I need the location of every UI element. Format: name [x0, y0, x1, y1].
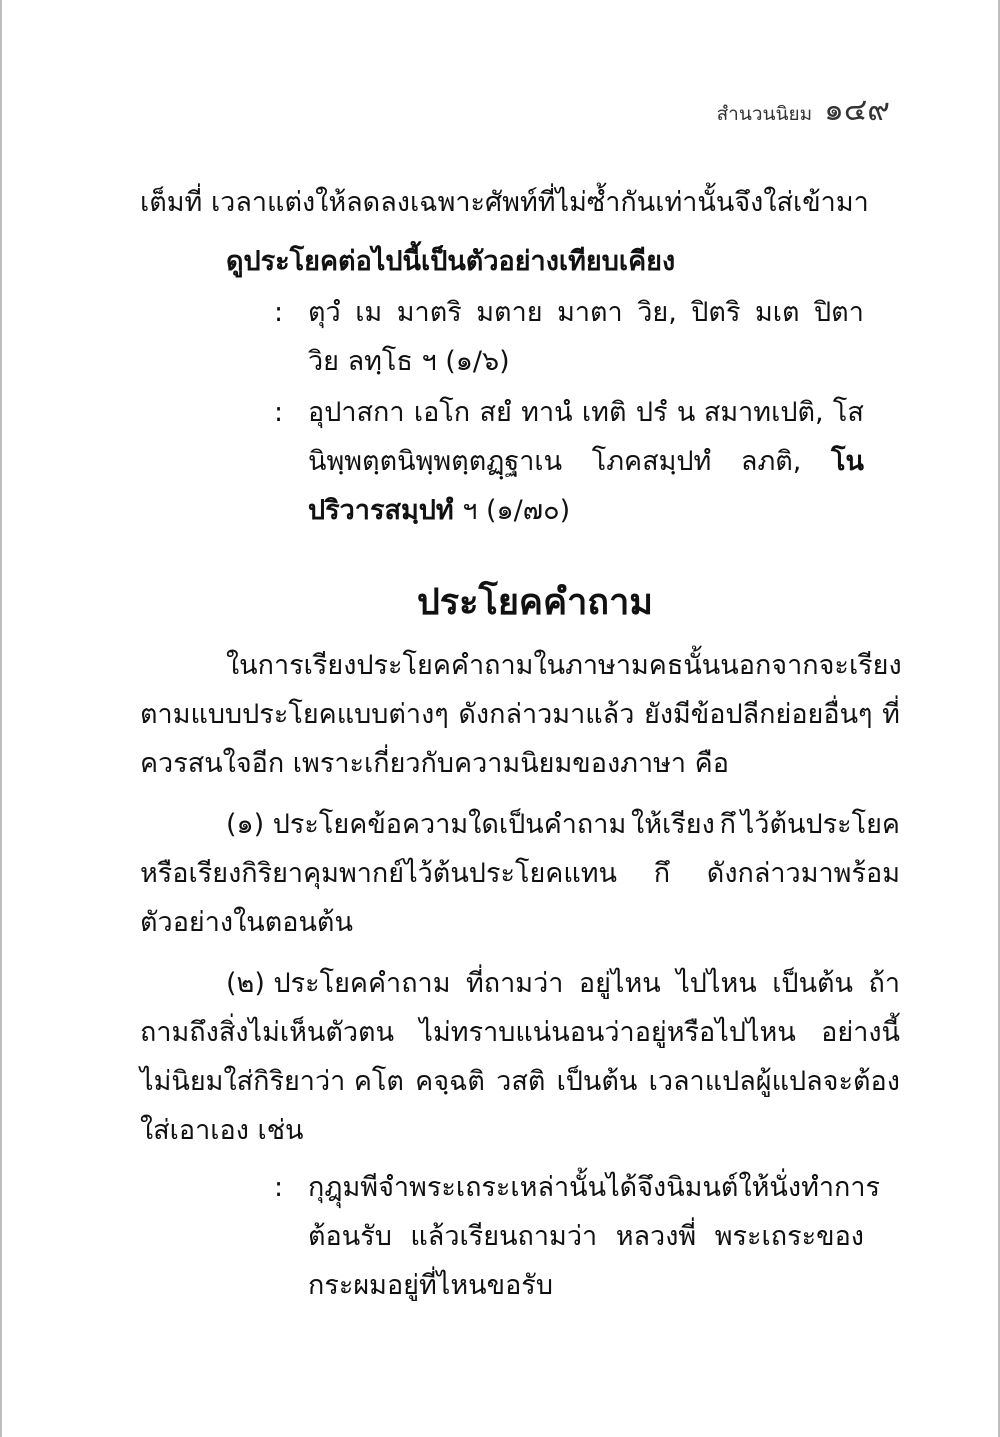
word: โส [832, 397, 864, 428]
paragraph-line [140, 641, 900, 690]
phrase: พระเถระของ [714, 1221, 864, 1252]
phrase: เป็นต้น [556, 1066, 638, 1097]
example-line [308, 388, 864, 437]
example-line [308, 1212, 864, 1261]
word: เทติ [581, 397, 627, 428]
phrase: ตามแบบประโยคแบบต่างๆ [140, 699, 449, 730]
word: โภคสมฺปทํ [591, 446, 712, 477]
phrase: คจฺฉติ [415, 1066, 485, 1097]
phrase: ทำการ [801, 1172, 881, 1203]
word: ลภติ, [740, 446, 802, 477]
word: ปรํ [635, 397, 668, 428]
example-line: กระผมอยู่ที่ไหนขอรับ [308, 1270, 553, 1301]
paragraph-line [140, 1057, 900, 1106]
example-line [308, 288, 864, 337]
example-line: วิย ลทฺโธ ฯ (๑/๖) [308, 346, 510, 377]
phrase: ในการเรียงประโยคคำถามในภาษามคธนั้น [226, 650, 721, 681]
phrase: ดังกล่าวมาพร้อม [706, 858, 900, 889]
example-line [308, 437, 864, 486]
example-block-2 [274, 388, 900, 535]
phrase: ถ้า [868, 968, 900, 999]
word: เม [355, 297, 383, 328]
phrase: วสติ [496, 1066, 546, 1097]
word: เอโก [413, 397, 471, 428]
example-line [308, 486, 864, 535]
word: วิย, [637, 297, 677, 328]
word: อุปาสกา [308, 397, 405, 428]
paragraph-line [140, 800, 900, 849]
phrase: ที่ถามว่า [465, 968, 564, 999]
phrase: ดังกล่าวมาแล้ว [458, 699, 635, 730]
intro-line: เต็มที่ เวลาแต่งให้ลดลงเฉพาะศัพท์ที่ไม่ซ้ำกันเท่านั้นจึงใส่เข้ามา [140, 187, 869, 218]
paragraph-line [140, 959, 900, 1008]
word: ทานํ [521, 397, 573, 428]
phrase: อย่างนี้ [821, 1017, 900, 1048]
example-colon: : [274, 1172, 284, 1203]
paragraph-line [140, 1008, 900, 1057]
phrase: กึ [653, 858, 671, 889]
paragraph-3 [140, 959, 900, 1155]
paragraph-line: ใส่เอาเอง เช่น [140, 1115, 304, 1146]
word: ปิตริ [691, 297, 741, 328]
paragraph-2 [140, 800, 900, 947]
example-body [308, 288, 864, 386]
phrase: ไปไหน [676, 968, 757, 999]
reference: ฯ (๑/๗๐) [453, 495, 571, 526]
phrase: กุฎุมพีจำพระเถระเหล่านั้นได้ [308, 1172, 638, 1203]
phrase: จึงนิมนต์ให้นั่ง [637, 1172, 802, 1203]
paragraph-1 [140, 641, 900, 788]
word: นิพฺพตฺตนิพฺพตฺตฏฺฐาเน [308, 446, 563, 477]
phrase: ยังมีข้อปลีกย่อยอื่นๆ [644, 699, 873, 730]
word: มตาย [476, 297, 543, 328]
page-header [717, 84, 890, 134]
phrase: ที่ [882, 699, 900, 730]
paragraph-line [140, 690, 900, 739]
emphasized-word: ปริวารสมฺปทํ [308, 495, 454, 526]
word: มเต [754, 297, 800, 328]
phrase: ไว้ต้นประโยค [740, 809, 900, 840]
example-body [308, 1163, 881, 1310]
phrase: ไม่ทราบแน่นอนว่าอยู่หรือไปไหน [419, 1017, 796, 1048]
example-colon: : [274, 297, 284, 328]
phrase: (๒) ประโยคคำถาม [226, 968, 451, 999]
paragraph-line: ควรสนใจอีก เพราะเกี่ยวกับความนิยมของภาษา คือ [140, 748, 729, 779]
running-title: สำนวนนิยม [716, 103, 813, 125]
word: มาตา [557, 297, 623, 328]
example-colon: : [274, 397, 284, 428]
phrase: ต้อนรับ [308, 1221, 392, 1252]
example-line [308, 1163, 881, 1212]
page-number: ๑๔๙ [824, 92, 890, 128]
word: ตุวํ [308, 297, 341, 328]
phrase: กึ [719, 809, 736, 840]
word: น สมาทเปติ, [676, 397, 824, 428]
phrase: (๑) ประโยคข้อความใดเป็นคำถาม [226, 809, 627, 840]
example-body [308, 388, 864, 535]
phrase: ไม่นิยมใส่กิริยาว่า คโต [140, 1066, 404, 1097]
examples-heading: ดูประโยคต่อไปนี้เป็นตัวอย่างเทียบเคียง [226, 246, 676, 277]
example-block-3 [274, 1163, 900, 1310]
word: สยํ [479, 397, 512, 428]
section-title: ประโยคคำถาม [416, 582, 654, 623]
page-content [140, 178, 900, 1310]
word: มาตริ [396, 297, 462, 328]
phrase: เวลาแปลผู้แปลจะต้อง [648, 1066, 900, 1097]
word: ปิตา [814, 297, 864, 328]
phrase: ให้เรียง [631, 809, 715, 840]
phrase: แล้วเรียนถามว่า [410, 1221, 598, 1252]
emphasized-word: โน [831, 446, 864, 477]
paragraph-line [140, 849, 900, 898]
phrase: หลวงพี่ [615, 1221, 697, 1252]
phrase: เป็นต้น [772, 968, 854, 999]
example-block-1 [274, 288, 900, 386]
phrase: อยู่ไหน [578, 968, 661, 999]
paragraph-line: ตัวอย่างในตอนต้น [140, 907, 353, 938]
phrase: หรือเรียงกิริยาคุมพากย์ไว้ต้นประโยคแทน [140, 858, 617, 889]
phrase: นอกจากจะเรียง [720, 650, 902, 681]
phrase: ถามถึงสิ่งไม่เห็นตัวตน [140, 1017, 395, 1048]
